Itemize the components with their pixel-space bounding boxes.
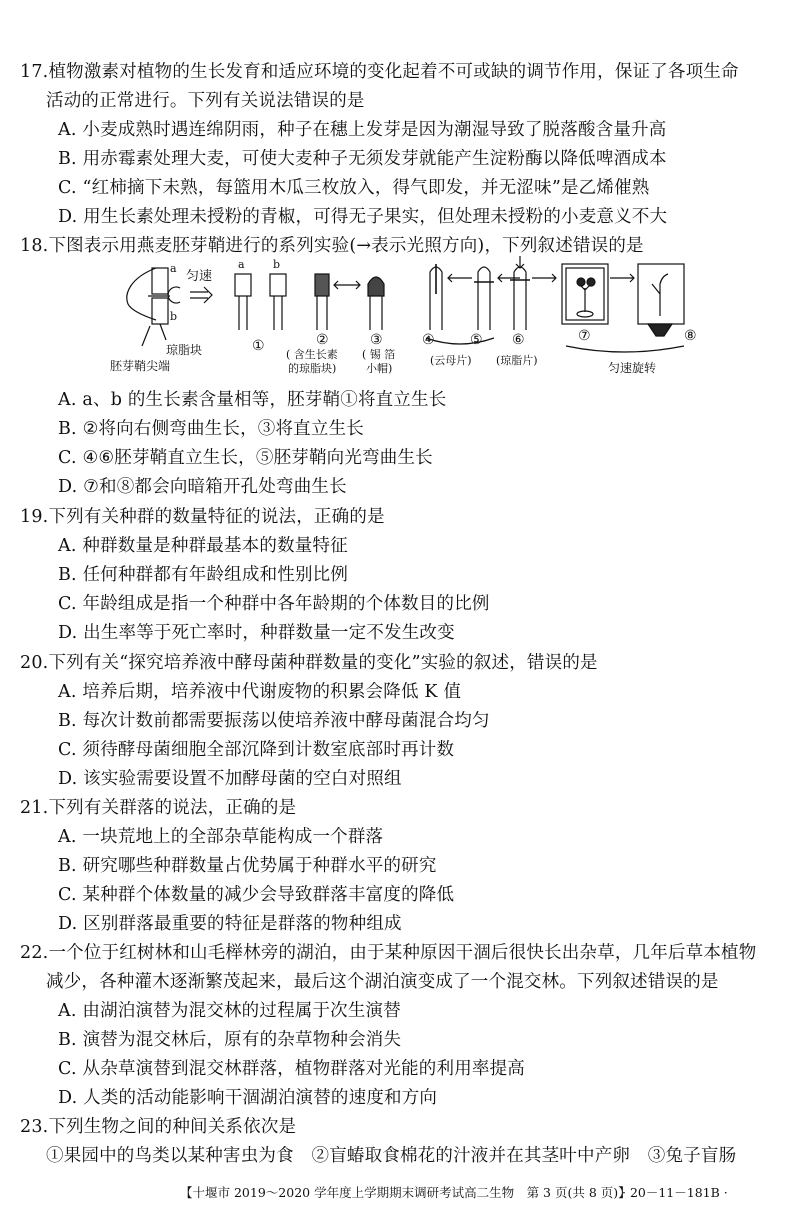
option-a: A. 种群数量是种群最基本的数量特征 [58, 536, 348, 556]
question-stem: 20.下列有关“探究培养液中酵母菌种群数量的变化”实验的叙述，错误的是 [20, 653, 598, 673]
light-arrow-6 [532, 274, 556, 282]
arrow-icon [190, 287, 212, 303]
option-a: A. 由湖泊演替为混交林的过程属于次生演替 [58, 1001, 401, 1021]
label-a-left: a [170, 262, 177, 275]
question-18-options [20, 386, 780, 502]
question-number: 23. [20, 1117, 49, 1137]
option-b: B. 用赤霉素处理大麦，可使大麦种子无须发芽就能产生淀粉酶以降低啤酒成本 [58, 149, 667, 169]
question-stem: 21.下列有关群落的说法，正确的是 [20, 798, 297, 818]
option-c: C. ④⑥胚芽鞘直立生长，⑤胚芽鞘向光弯曲生长 [58, 448, 433, 468]
tip-label: 胚芽鞘尖端 [110, 359, 171, 373]
caption-3-line2: 小帽) [366, 362, 393, 375]
question-stem: 18.下图表示用燕麦胚芽鞘进行的系列实验(→表示光照方向)，下列叙述错误的是 [20, 236, 644, 256]
num-4: ④ [422, 332, 435, 348]
question-23 [20, 1113, 780, 1171]
rotate-label: 匀速 [186, 269, 213, 284]
coleoptile-1b [274, 296, 282, 330]
num-8: ⑧ [684, 328, 697, 344]
question-stem-cont: 活动的正常进行。下列有关说法错误的是 [46, 91, 365, 111]
caption-45: (云母片) [430, 354, 472, 367]
question-22 [20, 939, 780, 1113]
coleoptile-experiment-figure [100, 254, 700, 380]
option-a: A. 小麦成熟时遇连绵阴雨，种子在穗上发芽是因为潮湿导致了脱落酸含量升高 [58, 120, 667, 140]
question-20 [20, 649, 780, 794]
option-c: C. 某种群个体数量的减少会导致群落丰富度的降低 [58, 885, 455, 905]
option-b: B. 每次计数前都需要振荡以使培养液中酵母菌混合均匀 [58, 711, 490, 731]
caption-78: 匀速旋转 [608, 361, 657, 375]
agar-block-a [152, 268, 168, 294]
coleoptile-6 [514, 267, 526, 330]
bracket-45 [426, 338, 494, 344]
question-17 [20, 58, 780, 232]
caption-6: (琼脂片) [496, 354, 538, 367]
light-arrow-4 [448, 274, 472, 282]
question-stem: 17.植物激素对植物的生长发育和适应环境的变化起着不可或缺的调节作用，保证了各项生命 [20, 62, 739, 82]
dark-box-8 [638, 264, 684, 324]
option-d: D. 人类的活动能影响干涸湖泊演替的速度和方向 [58, 1088, 438, 1108]
question-number: 21. [20, 798, 49, 818]
option-b: B. 任何种群都有年龄组成和性别比例 [58, 565, 349, 585]
tinfoil-cap [368, 277, 384, 296]
plant-7 [579, 284, 591, 312]
option-c: C. “红柿摘下未熟，每篮用木瓜三枚放入，得气即发，并无涩味”是乙烯催熟 [58, 178, 650, 198]
question-stem-cont: 减少，各种灌木逐渐繁茂起来，最后这个湖泊演变成了一个混交林。下列叙述错误的是 [46, 972, 719, 992]
option-c: C. 年龄组成是指一个种群中各年龄期的个体数目的比例 [58, 594, 490, 614]
caption-2-line1: ( 含生长素 [286, 348, 338, 361]
agar-block-b [152, 298, 168, 324]
agar-block-with-auxin [315, 274, 329, 296]
num-6: ⑥ [512, 332, 525, 348]
option-c: C. 须待酵母菌细胞全部沉降到计数室底部时再计数 [58, 740, 455, 760]
option-d: D. ⑦和⑧都会向暗箱开孔处弯曲生长 [58, 477, 347, 497]
question-19 [20, 503, 780, 648]
question-number: 22. [20, 943, 49, 963]
rotating-base-8 [648, 324, 672, 336]
light-arrow-2 [334, 281, 360, 289]
option-a: A. 一块荒地上的全部杂草能构成一个群落 [58, 827, 384, 847]
num-2: ② [316, 332, 329, 348]
option-d: D. 区别群落最重要的特征是群落的物种组成 [58, 914, 402, 934]
question-stem: 22.一个位于红树林和山毛榉林旁的湖泊，由于某种原因干涸后很快长出杂草，几年后草本植物 [20, 943, 757, 963]
option-c: C. 从杂草演替到混交林群落，植物群落对光能的利用率提高 [58, 1059, 525, 1079]
caption-3-line1: ( 锡 箔 [362, 348, 396, 361]
coleoptile-2 [317, 296, 327, 330]
question-21 [20, 794, 780, 939]
option-b: B. ②将向右侧弯曲生长，③将直立生长 [58, 419, 364, 439]
num-5: ⑤ [470, 332, 483, 348]
question-stem-cont: ①果园中的鸟类以某种害虫为食 ②盲蝽取食棉花的汁液并在其茎叶中产卵 ③兔子盲肠 [46, 1146, 737, 1166]
label-a-1: a [238, 258, 245, 271]
plant-8 [652, 274, 668, 316]
option-a: A. a、b 的生长素含量相等，胚芽鞘①将直立生长 [58, 390, 447, 410]
rotate-arrow [168, 287, 180, 303]
question-stem: 23.下列生物之间的种间关系依次是 [20, 1117, 297, 1137]
num-7: ⑦ [578, 328, 591, 344]
bracket-78 [566, 346, 684, 352]
coleoptile-5 [478, 267, 490, 330]
question-number: 17. [20, 62, 49, 82]
question-number: 19. [20, 507, 49, 527]
option-d: D. 该实验需要设置不加酵母菌的空白对照组 [58, 769, 402, 789]
label-b-1: b [273, 258, 281, 271]
option-b: B. 研究哪些种群数量占优势属于种群水平的研究 [58, 856, 437, 876]
label-b-left: b [170, 310, 178, 323]
coleoptile-3 [370, 296, 382, 330]
coleoptile-1a [239, 296, 247, 330]
option-d: D. 出生率等于死亡率时，种群数量一定不发生改变 [58, 623, 455, 643]
footer-code: · 20－11－181B · [622, 1185, 728, 1200]
block-a [235, 274, 251, 296]
question-number: 18. [20, 236, 49, 256]
question-number: 20. [20, 653, 49, 673]
caption-2-line2: 的琼脂块) [288, 362, 337, 375]
option-a: A. 培养后期，培养液中代谢废物的积累会降低 K 值 [58, 682, 462, 702]
num-1: ① [252, 338, 265, 354]
light-arrow-7 [610, 274, 634, 282]
num-3: ③ [370, 332, 383, 348]
option-d: D. 用生长素处理未授粉的青椒，可得无子果实，但处理未授粉的小麦意义不大 [58, 207, 668, 227]
footer-title: 【十堰市 2019～2020 学年度上学期期末调研考试高二生物 第 3 页(共 8 页)】 [180, 1185, 631, 1200]
block-b [270, 274, 286, 296]
question-stem: 19.下列有关种群的数量特征的说法，正确的是 [20, 507, 385, 527]
option-b: B. 演替为混交林后，原有的杂草物种会消失 [58, 1030, 402, 1050]
agar-label: 琼脂块 [166, 343, 203, 357]
